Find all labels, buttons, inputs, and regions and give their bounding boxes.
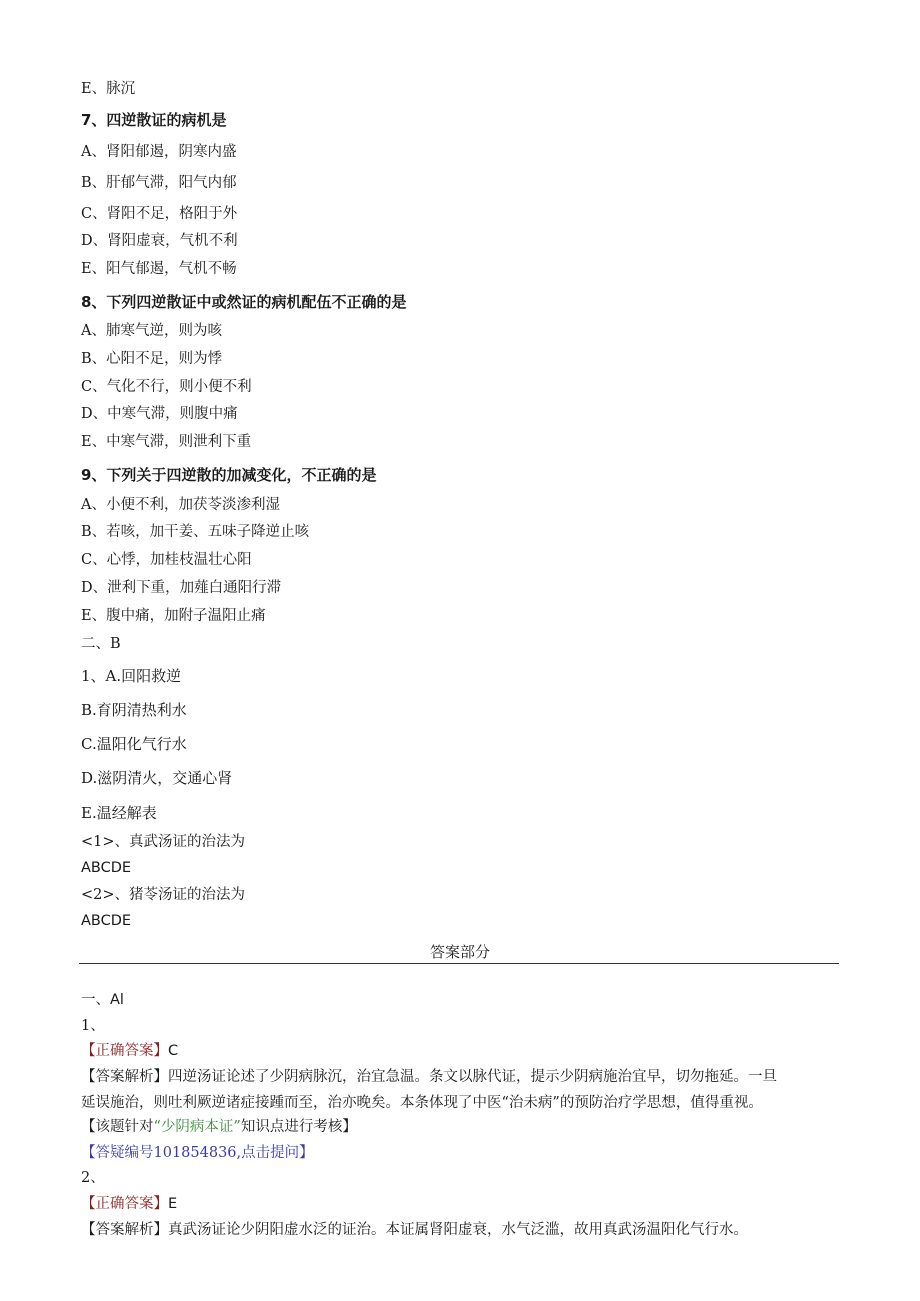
answer-1-analysis-line1 <box>81 1067 777 1087</box>
b-option-b: B.育阴清热利水 <box>81 701 187 719</box>
b-option-a: 1、A.回阳救逆 <box>81 667 182 685</box>
answer-2-analysis-line1 <box>81 1220 748 1240</box>
answer-1-number: 1、 <box>81 1018 105 1034</box>
analysis-label: 【答案解析】 <box>81 1222 168 1238</box>
answer-2-correct <box>81 1194 177 1214</box>
answer-1-analysis-line2: 延误施治，则吐利厥逆诸症接踵而至，治亦晚矣。本条体现了中医“治未病”的预防治疗学思想，值得重视。 <box>81 1095 763 1111</box>
analysis-label: 【答案解析】 <box>81 1069 168 1085</box>
q9-option-d: D、泄利下重，加薤白通阳行滞 <box>81 580 282 596</box>
analysis-text: 真武汤证论少阴阳虚水泛的证治。本证属肾阳虚衰，水气泛滥，故用真武汤温阳化气行水。 <box>168 1222 748 1238</box>
correct-answer-value: E <box>168 1196 178 1212</box>
knowledge-point-prefix: 【该题针对 <box>81 1119 154 1135</box>
answers-title: 答案部分 <box>429 943 490 961</box>
answers-divider <box>79 963 839 964</box>
b-sub2-choices: ABCDE <box>81 913 132 929</box>
answer-1-qa-link[interactable]: 【答疑编号101854836,点击提问】 <box>81 1145 314 1161</box>
q7-option-e: E、阳气郁遏，气机不畅 <box>81 261 237 277</box>
q9-option-c: C、心悸，加桂枝温壮心阳 <box>81 552 252 568</box>
b-option-c: C.温阳化气行水 <box>81 735 187 753</box>
knowledge-point-suffix: 知识点进行考核】 <box>240 1119 357 1135</box>
b-sub2-stem: <2>、猪苓汤证的治法为 <box>81 887 246 903</box>
q7-option-b: B、肝郁气滞，阳气内郁 <box>81 175 237 191</box>
q7-stem: 7、四逆散证的病机是 <box>81 111 227 129</box>
q8-option-d: D、中寒气滞，则腹中痛 <box>81 406 238 422</box>
correct-answer-value: C <box>168 1043 179 1059</box>
b-option-d: D.滋阴清火，交通心肾 <box>81 769 233 787</box>
q9-option-a: A、小便不利，加茯苓淡渗利湿 <box>81 497 280 513</box>
q6-option-e: E、脉沉 <box>81 81 136 97</box>
section-b-heading: 二、B <box>81 636 121 652</box>
answer-2-number: 2、 <box>81 1170 105 1186</box>
answers-section-heading: 一、Al <box>81 992 124 1008</box>
q9-option-b: B、若咳，加干姜、五味子降逆止咳 <box>81 524 310 540</box>
q8-option-c: C、气化不行，则小便不利 <box>81 379 252 395</box>
answer-1-correct <box>81 1041 178 1061</box>
correct-answer-label: 【正确答案】 <box>81 1043 168 1059</box>
q9-option-e: E、腹中痛，加附子温阳止痛 <box>81 608 266 624</box>
knowledge-point-topic[interactable]: “少阴病本证” <box>153 1119 241 1135</box>
b-sub1-stem: <1>、真武汤证的治法为 <box>81 834 246 850</box>
q9-stem: 9、下列关于四逆散的加减变化，不正确的是 <box>81 466 377 484</box>
analysis-text: 四逆汤证论述了少阴病脉沉，治宜急温。条文以脉代证，提示少阴病施治宜早，切勿拖延。一旦 <box>168 1069 777 1085</box>
q8-option-b: B、心阳不足，则为悸 <box>81 351 223 367</box>
correct-answer-label: 【正确答案】 <box>81 1196 168 1212</box>
q7-option-c: C、肾阳不足，格阳于外 <box>81 206 238 222</box>
answer-1-knowledge-point <box>81 1117 357 1137</box>
b-option-e: E.温经解表 <box>81 804 157 822</box>
q8-option-a: A、肺寒气逆，则为咳 <box>81 323 222 339</box>
q7-option-a: A、肾阳郁遏，阴寒内盛 <box>81 144 237 160</box>
q8-stem: 8、下列四逆散证中或然证的病机配伍不正确的是 <box>81 293 407 311</box>
q7-option-d: D、肾阳虚衰，气机不利 <box>81 233 238 249</box>
q8-option-e: E、中寒气滞，则泄利下重 <box>81 434 252 450</box>
b-sub1-choices: ABCDE <box>81 860 132 876</box>
